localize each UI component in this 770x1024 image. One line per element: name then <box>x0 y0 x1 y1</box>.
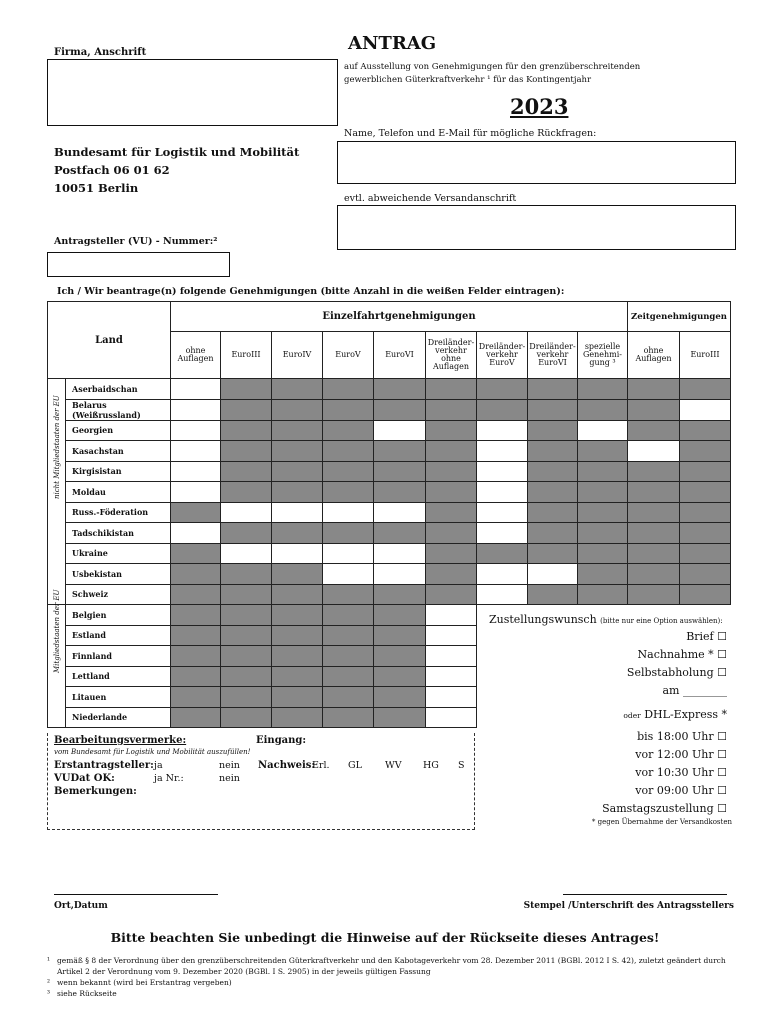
blocked-cell <box>528 523 578 544</box>
country-name: Georgien <box>66 420 171 441</box>
quantity-cell[interactable] <box>477 523 528 544</box>
blocked-cell <box>272 646 323 667</box>
blocked-cell <box>628 379 680 400</box>
group-label-text: nicht Mitgliedstaaten der EU <box>52 394 61 499</box>
first-no: nein <box>219 760 240 771</box>
dhl-prefix: oder <box>623 711 641 720</box>
column-header-5: Dreiländer-verkehr ohne Auflagen <box>426 332 477 379</box>
blocked-cell <box>171 584 221 605</box>
quantity-cell[interactable] <box>477 461 528 482</box>
quantity-cell[interactable] <box>171 523 221 544</box>
blocked-cell <box>680 420 731 441</box>
footnote-1-line2: Artikel 2 der Verordnung vom 9. Dezember 2020 (BGBl. I S. 2905) in der jeweils gültigen Fassung <box>57 967 431 976</box>
country-name: Kirgisistan <box>66 461 171 482</box>
stamp-label: Stempel /Unterschrift des Antragsstellers <box>523 901 734 911</box>
footnote-3: siehe Rückseite <box>57 989 117 998</box>
column-header-3: EuroV <box>323 332 374 379</box>
vudat-no: nein <box>219 773 240 784</box>
blocked-cell <box>680 564 731 585</box>
blocked-cell <box>323 399 374 420</box>
group-label-text: Mitgliedstaaten der EU <box>52 589 61 673</box>
quantity-cell[interactable] <box>374 543 426 564</box>
footnote-1-line1: gemäß § 8 der Verordnung über den grenzüberschreitenden Güterkraftverkehr und den Kabotageverkehr vom 28. Dezember 2011 (BGBl. 2012 I S. 42), zuletzt geändert durch <box>57 956 726 965</box>
dhl-option-saturday[interactable]: Samstagszustellung ☐ <box>602 802 727 815</box>
blocked-cell <box>426 379 477 400</box>
company-address-field[interactable] <box>47 59 338 126</box>
quantity-cell[interactable] <box>477 441 528 462</box>
table-row <box>48 461 731 482</box>
table-row <box>48 420 731 441</box>
blocked-cell <box>578 523 628 544</box>
blocked-cell <box>221 666 272 687</box>
blocked-cell <box>323 523 374 544</box>
blocked-cell <box>578 441 628 462</box>
table-row <box>48 584 731 605</box>
blocked-cell <box>528 420 578 441</box>
column-header-10: EuroIII <box>680 332 731 379</box>
option-pickup-date[interactable]: am ________ <box>662 684 727 697</box>
alt-address-field[interactable] <box>337 205 736 250</box>
blocked-cell <box>171 543 221 564</box>
company-label: Firma, Anschrift <box>54 47 147 58</box>
blocked-cell <box>628 584 680 605</box>
blocked-cell <box>171 502 221 523</box>
blocked-cell <box>680 379 731 400</box>
column-header-9: ohne Auflagen <box>628 332 680 379</box>
table-row <box>48 543 731 564</box>
place-date-line <box>54 894 218 895</box>
blocked-cell <box>272 420 323 441</box>
country-name: Belgien <box>66 605 171 626</box>
blocked-cell <box>426 420 477 441</box>
blocked-cell <box>578 543 628 564</box>
quantity-cell[interactable] <box>477 584 528 605</box>
request-intro: Ich / Wir beantrage(n) folgende Genehmigungen (bitte Anzahl in die weißen Felder eintragen): <box>57 286 565 297</box>
quantity-cell[interactable] <box>528 564 578 585</box>
quantity-cell[interactable] <box>628 441 680 462</box>
blocked-cell <box>628 523 680 544</box>
quantity-cell[interactable] <box>477 564 528 585</box>
quantity-cell[interactable] <box>680 399 731 420</box>
footnote-mark-3: ³ <box>47 989 51 998</box>
blocked-cell <box>528 441 578 462</box>
blocked-cell <box>578 379 628 400</box>
blocked-cell <box>272 707 323 728</box>
quantity-cell[interactable] <box>426 666 477 687</box>
quantity-cell[interactable] <box>171 461 221 482</box>
country-name: Usbekistan <box>66 564 171 585</box>
quantity-cell[interactable] <box>171 441 221 462</box>
table-row <box>48 523 731 544</box>
dhl-label: DHL-Express * <box>644 708 727 721</box>
blocked-cell <box>323 441 374 462</box>
blocked-cell <box>528 399 578 420</box>
dhl-option-1030[interactable]: vor 10:30 Uhr ☐ <box>635 766 727 779</box>
proof-s: S <box>458 760 465 771</box>
blocked-cell <box>528 543 578 564</box>
blocked-cell <box>171 625 221 646</box>
dhl-option-1200[interactable]: vor 12:00 Uhr ☐ <box>635 748 727 761</box>
blocked-cell <box>272 379 323 400</box>
group-label-eu <box>48 589 66 728</box>
subtitle-line2: gewerblichen Güterkraftverkehr ¹ für das Kontingentjahr <box>344 75 592 85</box>
quantity-cell[interactable] <box>477 420 528 441</box>
blocked-cell <box>628 420 680 441</box>
proof-gl: GL <box>348 760 362 771</box>
blocked-cell <box>374 523 426 544</box>
country-name: Belarus (Weißrussland) <box>66 399 171 420</box>
country-name: Kasachstan <box>66 441 171 462</box>
quantity-cell[interactable] <box>323 543 374 564</box>
receipt-label: Eingang: <box>256 735 307 746</box>
column-header-1: EuroIII <box>221 332 272 379</box>
blocked-cell <box>477 543 528 564</box>
table-row <box>48 564 731 585</box>
table-row <box>48 441 731 462</box>
blocked-cell <box>528 584 578 605</box>
quantity-cell[interactable] <box>426 687 477 708</box>
contact-label: Name, Telefon und E-Mail für mögliche Rückfragen: <box>344 128 597 139</box>
applicant-label: Antragsteller (VU) - Nummer:² <box>54 236 218 247</box>
country-name: Finnland <box>66 646 171 667</box>
blocked-cell <box>221 625 272 646</box>
blocked-cell <box>578 564 628 585</box>
quantity-cell[interactable] <box>426 646 477 667</box>
form-title: ANTRAG <box>348 33 437 54</box>
table-row <box>48 379 731 400</box>
blocked-cell <box>221 687 272 708</box>
country-name: Estland <box>66 625 171 646</box>
blocked-cell <box>680 502 731 523</box>
blocked-cell <box>628 461 680 482</box>
quantity-cell[interactable] <box>374 502 426 523</box>
blocked-cell <box>426 564 477 585</box>
blocked-cell <box>477 399 528 420</box>
quantity-cell[interactable] <box>323 502 374 523</box>
country-name: Ukraine <box>66 543 171 564</box>
blocked-cell <box>578 502 628 523</box>
proof-wv: WV <box>385 760 402 771</box>
blocked-cell <box>528 502 578 523</box>
time-permit-header: Zeitgenehmigungen <box>628 302 731 332</box>
blocked-cell <box>323 625 374 646</box>
column-header-8: spezielle Genehmi-gung ³ <box>578 332 628 379</box>
quantity-cell[interactable] <box>426 605 477 626</box>
delivery-footnote: * gegen Übernahme der Versandkosten <box>591 818 732 826</box>
column-header-6: Dreiländer-verkehr EuroV <box>477 332 528 379</box>
place-date-label: Ort,Datum <box>54 901 108 911</box>
year: 2023 <box>510 94 569 119</box>
table-row <box>48 482 731 503</box>
blocked-cell <box>171 666 221 687</box>
proof-hg: HG <box>423 760 439 771</box>
blocked-cell <box>528 461 578 482</box>
quantity-cell[interactable] <box>477 482 528 503</box>
blocked-cell <box>578 584 628 605</box>
blocked-cell <box>272 666 323 687</box>
country-name: Lettland <box>66 666 171 687</box>
blocked-cell <box>323 379 374 400</box>
blocked-cell <box>680 523 731 544</box>
blocked-cell <box>272 584 323 605</box>
blocked-cell <box>680 482 731 503</box>
blocked-cell <box>628 502 680 523</box>
blocked-cell <box>578 461 628 482</box>
quantity-cell[interactable] <box>171 420 221 441</box>
blocked-cell <box>680 441 731 462</box>
blocked-cell <box>171 687 221 708</box>
blocked-cell <box>426 523 477 544</box>
blocked-cell <box>323 707 374 728</box>
blocked-cell <box>477 379 528 400</box>
blocked-cell <box>426 543 477 564</box>
proof-erl: Erl. <box>312 760 330 771</box>
quantity-cell[interactable] <box>426 625 477 646</box>
quantity-cell[interactable] <box>477 502 528 523</box>
quantity-cell[interactable] <box>374 564 426 585</box>
blocked-cell <box>272 605 323 626</box>
authority-address <box>54 143 299 197</box>
blocked-cell <box>528 379 578 400</box>
blocked-cell <box>426 441 477 462</box>
table-row <box>48 502 731 523</box>
blocked-cell <box>272 564 323 585</box>
blocked-cell <box>221 584 272 605</box>
option-nachnahme[interactable]: Nachnahme * ☐ <box>637 648 727 661</box>
first-yes: ja <box>154 760 163 771</box>
blocked-cell <box>680 543 731 564</box>
blocked-cell <box>374 707 426 728</box>
authority-line3: 10051 Berlin <box>54 181 139 195</box>
blocked-cell <box>578 399 628 420</box>
blocked-cell <box>171 605 221 626</box>
quantity-cell[interactable] <box>426 707 477 728</box>
column-header-7: Dreiländer-verkehr EuroVI <box>528 332 578 379</box>
blocked-cell <box>171 707 221 728</box>
column-header-4: EuroVI <box>374 332 426 379</box>
country-name: Russ.-Föderation <box>66 502 171 523</box>
remarks-label: Bemerkungen: <box>54 786 137 797</box>
blocked-cell <box>272 625 323 646</box>
delivery-title: Zustellungswunsch <box>489 613 597 626</box>
proof-label: Nachweis: <box>258 760 316 771</box>
blocked-cell <box>221 461 272 482</box>
footnote-mark-2: ² <box>47 978 51 987</box>
blocked-cell <box>680 461 731 482</box>
blocked-cell <box>272 482 323 503</box>
blocked-cell <box>374 646 426 667</box>
blocked-cell <box>272 687 323 708</box>
dhl-options <box>602 728 727 818</box>
country-name: Moldau <box>66 482 171 503</box>
blocked-cell <box>426 482 477 503</box>
blocked-cell <box>426 584 477 605</box>
blocked-cell <box>426 461 477 482</box>
blocked-cell <box>323 420 374 441</box>
contact-field[interactable] <box>337 141 736 184</box>
blocked-cell <box>323 461 374 482</box>
dhl-line <box>623 708 727 721</box>
blocked-cell <box>374 482 426 503</box>
column-header-0: ohne Auflagen <box>171 332 221 379</box>
blocked-cell <box>374 399 426 420</box>
blocked-cell <box>171 646 221 667</box>
blocked-cell <box>628 564 680 585</box>
vudat-yes-nr: ja Nr.: <box>154 773 184 784</box>
footnote-mark-1: ¹ <box>47 956 51 965</box>
blocked-cell <box>323 666 374 687</box>
quantity-cell[interactable] <box>171 399 221 420</box>
blocked-cell <box>426 399 477 420</box>
blocked-cell <box>221 605 272 626</box>
blocked-cell <box>374 379 426 400</box>
blocked-cell <box>578 482 628 503</box>
blocked-cell <box>426 502 477 523</box>
quantity-cell[interactable] <box>221 543 272 564</box>
blocked-cell <box>628 482 680 503</box>
blocked-cell <box>323 687 374 708</box>
dhl-option-1800[interactable]: bis 18:00 Uhr ☐ <box>637 730 727 743</box>
option-selbstabholung[interactable]: Selbstabholung ☐ <box>626 666 727 679</box>
blocked-cell <box>272 399 323 420</box>
quantity-cell[interactable] <box>578 420 628 441</box>
notice: Bitte beachten Sie unbedingt die Hinweise auf der Rückseite dieses Antrages! <box>110 930 660 945</box>
blocked-cell <box>171 564 221 585</box>
delivery-title-note: (bitte nur eine Option auswählen): <box>600 617 723 625</box>
blocked-cell <box>323 482 374 503</box>
group-label-noneu <box>48 379 66 605</box>
country-name: Tadschikistan <box>66 523 171 544</box>
blocked-cell <box>680 584 731 605</box>
blocked-cell <box>374 666 426 687</box>
blocked-cell <box>374 441 426 462</box>
blocked-cell <box>221 646 272 667</box>
blocked-cell <box>374 625 426 646</box>
first-applicant-label: Erstantragsteller: <box>54 760 154 771</box>
authority-line1: Bundesamt für Logistik und Mobilität <box>54 145 300 159</box>
blocked-cell <box>374 461 426 482</box>
vudat-label: VUDat OK: <box>54 773 115 784</box>
country-name: Litauen <box>66 687 171 708</box>
quantity-cell[interactable] <box>221 502 272 523</box>
processing-title: Bearbeitungsvermerke: <box>54 735 187 746</box>
delivery-options <box>627 628 727 700</box>
blocked-cell <box>323 584 374 605</box>
processing-note: vom Bundesamt für Logistik und Mobilität auszufüllen! <box>54 748 251 756</box>
country-name: Niederlande <box>66 707 171 728</box>
subtitle-line1: auf Ausstellung von Genehmigungen für den grenzüberschreitenden <box>344 62 641 72</box>
blocked-cell <box>374 605 426 626</box>
blocked-cell <box>221 420 272 441</box>
blocked-cell <box>221 707 272 728</box>
quantity-cell[interactable] <box>272 502 323 523</box>
blocked-cell <box>323 646 374 667</box>
blocked-cell <box>221 564 272 585</box>
footnote-2: wenn bekannt (wird bei Erstantrag vergeben) <box>57 978 232 987</box>
blocked-cell <box>221 482 272 503</box>
quantity-cell[interactable] <box>323 564 374 585</box>
blocked-cell <box>374 584 426 605</box>
blocked-cell <box>221 399 272 420</box>
authority-line2: Postfach 06 01 62 <box>54 163 170 177</box>
blocked-cell <box>272 441 323 462</box>
blocked-cell <box>323 605 374 626</box>
blocked-cell <box>374 687 426 708</box>
country-name: Schweiz <box>66 584 171 605</box>
option-brief[interactable]: Brief ☐ <box>686 630 727 643</box>
applicant-number-field[interactable] <box>47 252 230 277</box>
table-row <box>48 399 731 420</box>
dhl-option-0900[interactable]: vor 09:00 Uhr ☐ <box>635 784 727 797</box>
column-header-2: EuroIV <box>272 332 323 379</box>
quantity-cell[interactable] <box>171 379 221 400</box>
blocked-cell <box>628 399 680 420</box>
blocked-cell <box>221 379 272 400</box>
delivery-section <box>489 613 741 626</box>
blocked-cell <box>221 523 272 544</box>
blocked-cell <box>221 441 272 462</box>
country-name: Aserbaidschan <box>66 379 171 400</box>
single-trip-header: Einzelfahrtgenehmigungen <box>171 302 628 332</box>
blocked-cell <box>528 482 578 503</box>
stamp-line <box>563 894 727 895</box>
blocked-cell <box>272 461 323 482</box>
blocked-cell <box>272 523 323 544</box>
alt-address-label: evtl. abweichende Versandanschrift <box>344 193 517 204</box>
quantity-cell[interactable] <box>272 543 323 564</box>
blocked-cell <box>628 543 680 564</box>
quantity-cell[interactable] <box>374 420 426 441</box>
land-header: Land <box>48 302 171 379</box>
quantity-cell[interactable] <box>171 482 221 503</box>
